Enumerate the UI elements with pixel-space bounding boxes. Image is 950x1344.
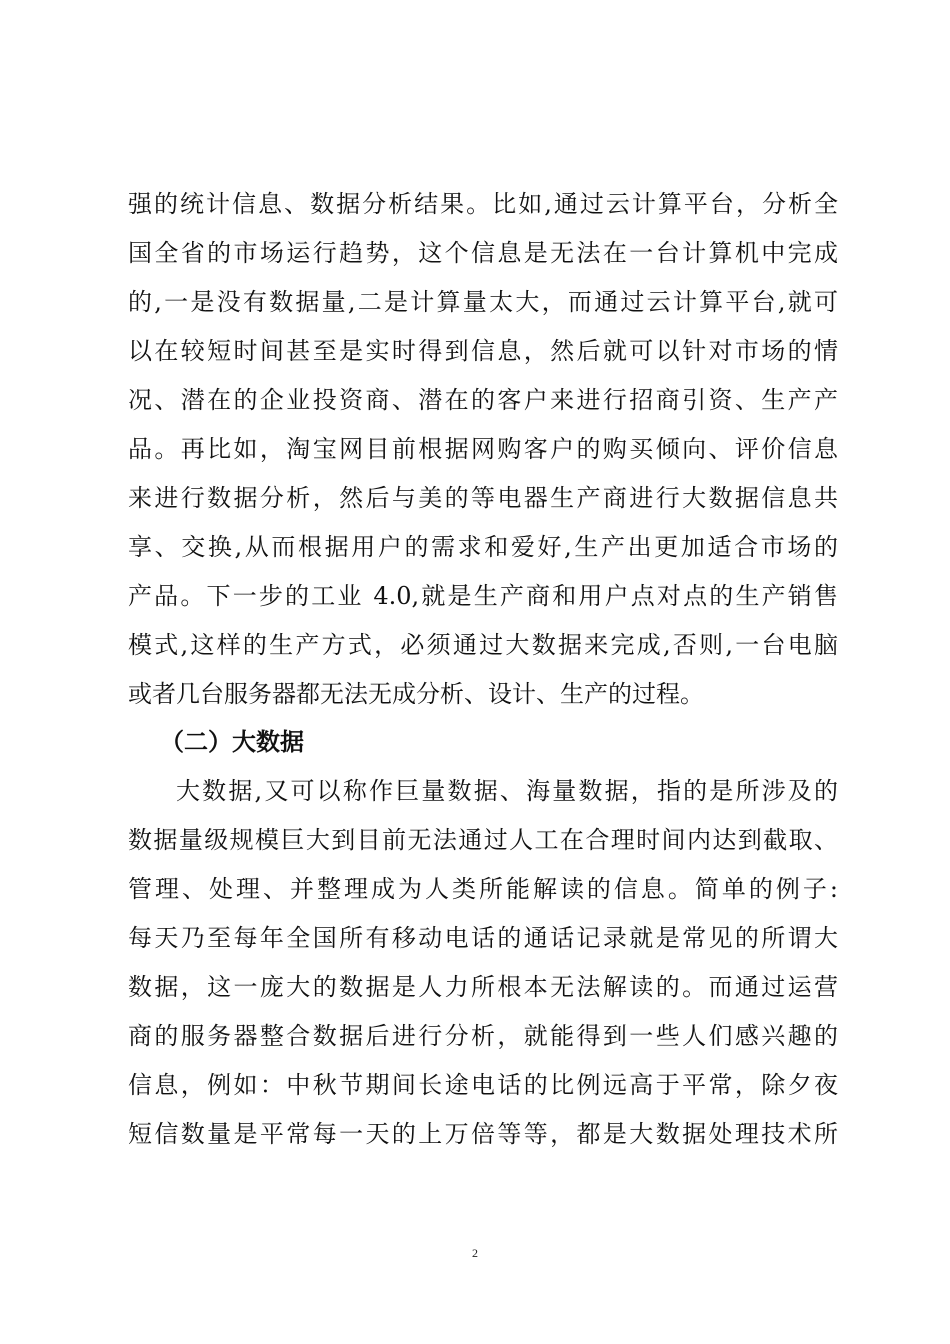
paragraph-line: 享、交换,从而根据用户的需求和爱好,生产出更加适合市场的 [128, 533, 838, 561]
paragraph-line: 信息，例如：中秋节期间长途电话的比例远高于平常，除夕夜 [128, 1071, 838, 1099]
paragraph-line: 管理、处理、并整理成为人类所能解读的信息。简单的例子: [128, 875, 838, 903]
section-heading: （二）大数据 [160, 728, 304, 756]
paragraph-line: 数据，这一庞大的数据是人力所根本无法解读的。而通过运营 [128, 973, 838, 1001]
paragraph-line: 大数据,又可以称作巨量数据、海量数据，指的是所涉及的 [176, 777, 838, 805]
paragraph-line: 短信数量是平常每一天的上万倍等等，都是大数据处理技术所 [128, 1120, 838, 1148]
paragraph-line: 模式,这样的生产方式，必须通过大数据来完成,否则,一台电脑 [128, 631, 838, 659]
paragraph-line: 每天乃至每年全国所有移动电话的通话记录就是常见的所谓大 [128, 924, 838, 952]
page-number: 2 [472, 1246, 478, 1260]
paragraph-line: 的,一是没有数据量,二是计算量太大，而通过云计算平台,就可 [128, 288, 838, 316]
paragraph-line: 国全省的市场运行趋势，这个信息是无法在一台计算机中完成 [128, 239, 838, 267]
paragraph-line: 数据量级规模巨大到目前无法通过人工在合理时间内达到截取、 [128, 826, 838, 854]
paragraph-line: 况、潜在的企业投资商、潜在的客户来进行招商引资、生产产 [128, 386, 838, 414]
paragraph-line: 来进行数据分析，然后与美的等电器生产商进行大数据信息共 [128, 484, 838, 512]
paragraph-big-data [128, 767, 838, 1159]
paragraph-line: 品。再比如，淘宝网目前根据网购客户的购买倾向、评价信息 [128, 435, 838, 463]
paragraph-line: 以在较短时间甚至是实时得到信息，然后就可以针对市场的情 [128, 337, 838, 365]
paragraph-line: 强的统计信息、数据分析结果。比如,通过云计算平台，分析全 [128, 190, 838, 218]
paragraph-line: 商的服务器整合数据后进行分析，就能得到一些人们感兴趣的 [128, 1022, 838, 1050]
paragraph-line: 或者几台服务器都无法无成分析、设计、生产的过程。 [128, 680, 704, 708]
paragraph-line: 产品。下一步的工业 4.0,就是生产商和用户点对点的生产销售 [128, 582, 838, 610]
paragraph-cloud-computing [128, 180, 838, 719]
